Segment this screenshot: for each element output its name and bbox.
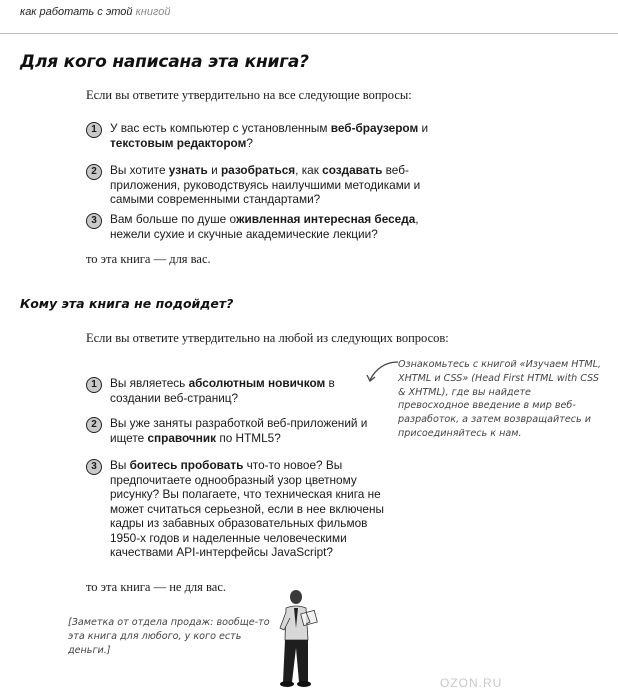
item-number-badge: 3 xyxy=(86,459,102,475)
section2-title: Кому эта книга не подойдет? xyxy=(20,296,234,311)
header-text: как работать с этой xyxy=(20,6,133,18)
item-number-badge: 3 xyxy=(86,213,102,229)
section1-outro: то эта книга — для вас. xyxy=(86,252,211,266)
watermark: OZON.RU xyxy=(440,676,503,690)
running-header xyxy=(20,6,170,18)
header-text-light: книгой xyxy=(135,6,171,18)
item-number-badge: 1 xyxy=(86,122,102,138)
item-text: Вы являетесь абсолютным новичком в создании веб-страниц? xyxy=(110,376,335,405)
item-text: У вас есть компьютер с установленным веб-браузером и текстовым редактором? xyxy=(110,121,429,150)
item-text: Вы боитесь пробовать что-то новое? Вы предпочитаете однообразный узор цветному рисунку? Вы полагаете, что техническая книга не может считаться серьезной, если в нее включены кадры из забавных образовательных фильмов 1950-х годов и наделенные человеческими качествами API-интерфейсы JavaScript? xyxy=(110,458,384,559)
item-number-badge: 2 xyxy=(86,417,102,433)
section1-intro: Если вы ответите утвердительно на все следующие вопросы: xyxy=(86,88,412,102)
section2-outro: то эта книга — не для вас. xyxy=(86,580,226,594)
sales-note: [Заметка от отдела продаж: вообще-то эта книга для любого, у кого есть деньги.] xyxy=(68,617,270,656)
item-text: Вам больше по душе оживленная интересная беседа, нежели сухие и скучные академические лекции? xyxy=(110,212,419,241)
arrow-icon xyxy=(364,358,400,388)
man-reading-illustration xyxy=(272,588,324,688)
side-note: Ознакомьтесь с книгой «Изучаем HTML, XHTML и CSS» (Head First HTML with CSS & XHTML), где вы найдете превосходное введение в мир веб-разработок, а затем возвращайтесь и присоединяйтесь к нам. xyxy=(398,359,602,439)
section2-intro: Если вы ответите утвердительно на любой из следующих вопросов: xyxy=(86,331,449,345)
item-number-badge: 2 xyxy=(86,164,102,180)
item-text: Вы уже заняты разработкой веб-приложений и ищете справочник по HTML5? xyxy=(110,416,368,445)
section1-title: Для кого написана эта книга? xyxy=(20,52,309,72)
item-text: Вы хотите узнать и разобраться, как создавать веб-приложения, руководствуясь наилучшими методиками и самыми современными стандартами? xyxy=(110,163,421,206)
item-number-badge: 1 xyxy=(86,377,102,393)
header-divider xyxy=(0,33,618,34)
